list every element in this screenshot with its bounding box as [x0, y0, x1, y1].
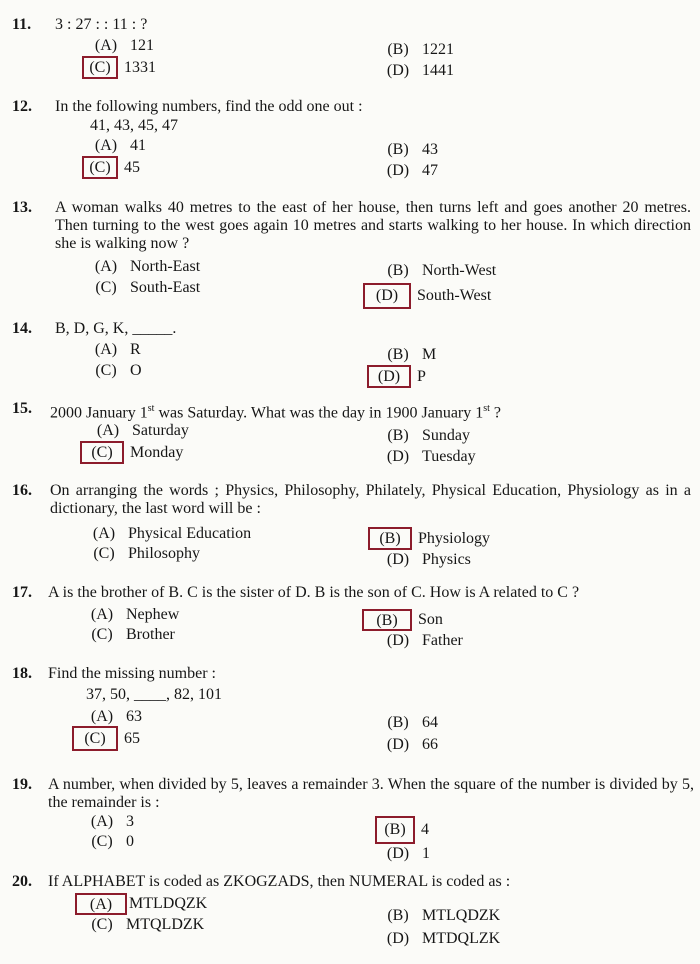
question-stem: A woman walks 40 metres to the east of her house, then turns left and goes another 20 metres. Then turning to the west goes again 10 metres and starts walking to her house. In which direction she is walking now ?	[55, 199, 691, 252]
marked-answer-box: (B)	[362, 609, 412, 631]
option-d[interactable]: (D) P	[367, 365, 426, 388]
question-stem: Find the missing number :	[48, 665, 216, 682]
option-b[interactable]: (B) Son	[362, 609, 443, 631]
option-b[interactable]: (B) 64	[387, 713, 438, 731]
marked-answer-box: (D)	[363, 283, 411, 309]
question-number: 14.	[12, 320, 32, 337]
question-number: 18.	[12, 665, 32, 682]
marked-answer-box: (B)	[375, 816, 415, 844]
option-a[interactable]: (A) North-East	[94, 257, 201, 275]
option-b[interactable]: (B) MTLQDZK	[387, 906, 501, 924]
option-a[interactable]: (A) 3	[90, 812, 134, 830]
marked-answer-box: (C)	[82, 156, 118, 179]
option-b[interactable]: (B) Physiology	[368, 527, 490, 550]
option-a[interactable]: (A) 41	[94, 136, 146, 154]
option-a[interactable]: (A) Nephew	[90, 605, 180, 623]
option-d[interactable]: (D) South-West	[363, 283, 491, 309]
option-c[interactable]: (C) 0	[91, 832, 134, 850]
question-number: 13.	[12, 199, 32, 216]
question-number: 20.	[12, 873, 32, 890]
question-stem: In the following numbers, find the odd one out :	[55, 98, 363, 115]
option-d[interactable]: (D) 47	[386, 161, 438, 179]
option-b[interactable]: (B) 1221	[387, 40, 454, 58]
option-c[interactable]: (C) MTQLDZK	[91, 915, 205, 933]
marked-answer-box: (C)	[72, 726, 118, 751]
marked-answer-box: (D)	[367, 365, 411, 388]
option-d[interactable]: (D) 66	[386, 735, 438, 753]
question-stem: 2000 January 1st was Saturday. What was the day in 1900 January 1st ?	[50, 403, 502, 422]
option-c[interactable]: (C) 1331	[82, 56, 156, 79]
option-c[interactable]: (C) 65	[72, 726, 140, 751]
option-b[interactable]: (B) Sunday	[387, 426, 470, 444]
question-stem: A number, when divided by 5, leaves a remainder 3. When the square of the number is divided by 5, the remainder is :	[48, 776, 694, 811]
question-number: 11.	[12, 16, 32, 33]
option-a[interactable]: (A) 63	[90, 707, 142, 725]
option-c[interactable]: (C) Philosophy	[93, 544, 201, 562]
option-b[interactable]: (B) M	[387, 345, 437, 363]
question-stem: A is the brother of B. C is the sister of D. B is the son of C. How is A related to C ?	[48, 584, 580, 601]
option-c[interactable]: (C) South-East	[95, 278, 201, 296]
option-b[interactable]: (B) 43	[387, 140, 438, 158]
question-number: 17.	[12, 584, 32, 601]
option-a[interactable]: (A) Saturday	[96, 421, 189, 439]
option-c[interactable]: (C) Monday	[80, 441, 183, 464]
option-c[interactable]: (C) 45	[82, 156, 140, 179]
option-c[interactable]: (C) O	[95, 361, 142, 379]
option-d[interactable]: (D) MTDQLZK	[386, 929, 501, 947]
marked-answer-box: (C)	[80, 441, 124, 464]
option-b[interactable]: (B) 4	[375, 816, 429, 844]
question-stem: On arranging the words ; Physics, Philosophy, Philately, Physical Education, Physiology as in a dictionary, the last word will be :	[50, 482, 691, 517]
option-d[interactable]: (D) Father	[386, 631, 463, 649]
option-c[interactable]: (C) Brother	[91, 625, 175, 643]
question-number: 16.	[12, 482, 32, 499]
option-d[interactable]: (D) Physics	[386, 550, 471, 568]
question-number: 12.	[12, 98, 32, 115]
option-a[interactable]: (A) Physical Education	[92, 524, 252, 542]
marked-answer-box: (B)	[368, 527, 412, 550]
option-a[interactable]: (A) R	[94, 340, 141, 358]
option-a[interactable]: (A) 121	[94, 36, 154, 54]
question-stem: If ALPHABET is coded as ZKOGZADS, then NUMERAL is coded as :	[48, 873, 511, 890]
option-d[interactable]: (D) 1	[386, 844, 430, 862]
question-stem: B, D, G, K, _____.	[55, 320, 177, 337]
number-series: 37, 50, ____, 82, 101	[86, 686, 222, 703]
question-number: 15.	[12, 400, 32, 417]
question-number: 19.	[12, 776, 32, 793]
option-b[interactable]: (B) North-West	[387, 261, 497, 279]
option-d[interactable]: (D) 1441	[386, 61, 454, 79]
number-series: 41, 43, 45, 47	[90, 117, 178, 134]
option-a[interactable]: (A) MTLDQZK	[75, 893, 207, 915]
marked-answer-box: (C)	[82, 56, 118, 79]
marked-answer-box: (A)	[75, 893, 127, 915]
question-stem: 3 : 27 : : 11 : ?	[55, 16, 148, 33]
option-d[interactable]: (D) Tuesday	[386, 447, 476, 465]
